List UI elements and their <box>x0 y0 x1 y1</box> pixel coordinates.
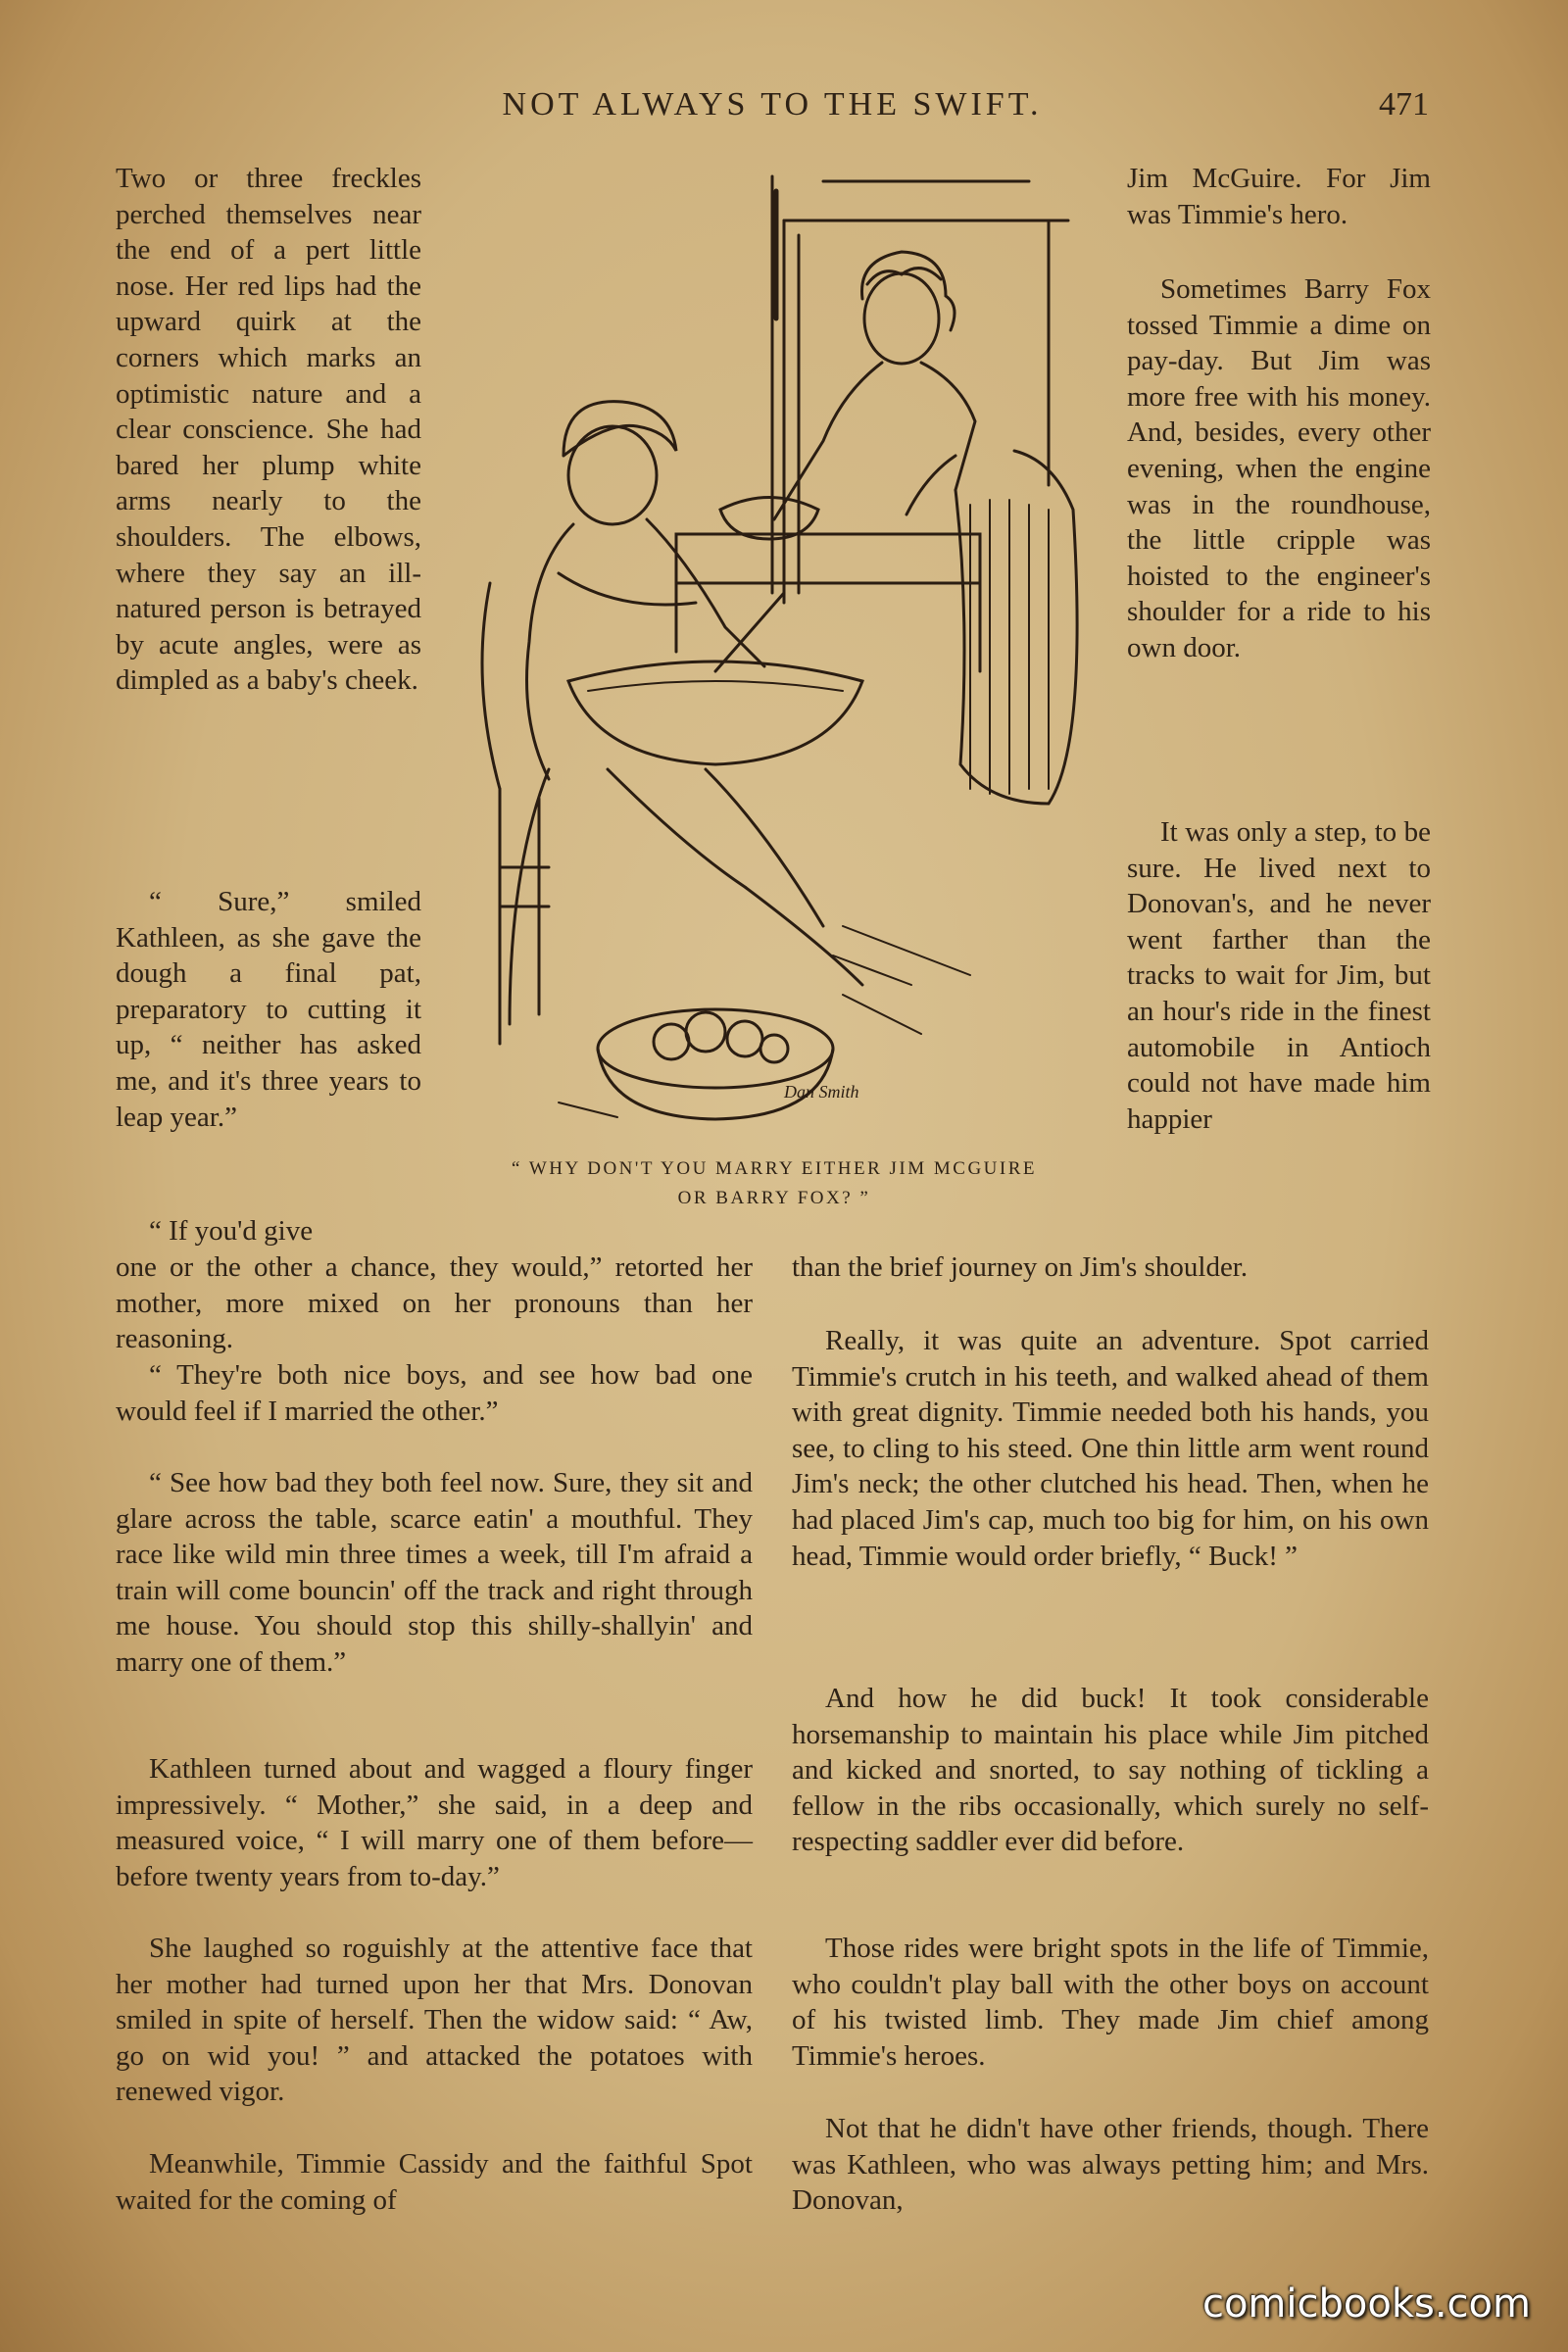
paragraph-both-nice-boys: “ They're both nice boys, and see how bad one would feel if I married the other.” <box>116 1359 753 1427</box>
artist-signature: Dan Smith <box>784 1082 859 1102</box>
paragraph-only-a-step: It was only a step, to be sure. He lived next to Donovan's, and he never went farther than the tracks to wait for Jim, but an hour's ride in the finest automobile in Antioch could not have made him happier <box>1127 816 1431 1135</box>
illustration-kitchen-scene <box>461 162 1088 1142</box>
page-number: 471 <box>1379 86 1429 122</box>
paragraph-she-laughed: She laughed so roguishly at the attentive face that her mother had turned upon her that Mrs. Donovan smiled in spite of herself. Then the widow said: “ Aw, go on wid you! ” and attacked the potatoes with renewed vigor. <box>116 1933 753 2108</box>
kitchen-scene-drawing <box>461 162 1088 1142</box>
paragraph-how-he-did-buck: And how he did buck! It took considerable horsemanship to maintain his place while Jim pitched and kicked and snorted, to say nothing of tickling a fellow in the ribs occasionally, which surely no self-respecting saddler ever did before. <box>792 1683 1429 1858</box>
paragraph-retorted: one or the other a chance, they would,” retorted her mother, more mixed on her pronouns than her reasoning. <box>116 1251 753 1355</box>
running-head: NOT ALWAYS TO THE SWIFT. <box>502 86 1043 122</box>
watermark-logo: comicbooks.com <box>1201 2281 1531 2327</box>
paragraph-see-how-bad: “ See how bad they both feel now. Sure, they sit and glare across the table, scarce eatin' a mouthful. They race like wild min three times a week, till I'm afraid a train will come bouncin' off the track and right through me house. You should stop this shilly-shallyin' and marry one of them.” <box>116 1467 753 1678</box>
caption-line-2: OR BARRY FOX? ” <box>677 1188 871 1208</box>
paragraph-jim-mcguire: Jim McGuire. For Jim was Timmie's hero. <box>1127 163 1431 230</box>
paragraph-meanwhile: Meanwhile, Timmie Cassidy and the faithful Spot waited for the coming of <box>116 2148 753 2216</box>
paragraph-not-that: Not that he didn't have other friends, though. There was Kathleen, who was always petting him; and Mrs. Donovan, <box>792 2113 1429 2217</box>
paragraph-really: Really, it was quite an adventure. Spot carried Timmie's crutch in his teeth, and walked ahead of them with great dignity. Timmie needed both his hands, you see, to cling to his steed. One thin little arm went round Jim's neck; the other clutched his head. Then, when he had placed Jim's cap, much too big for him, on his own head, Timmie would order briefly, “ Buck! ” <box>792 1325 1429 1572</box>
paragraph-those-rides: Those rides were bright spots in the life of Timmie, who couldn't play ball with the other boys on account of his twisted limb. They made Jim chief among Timmie's heroes. <box>792 1933 1429 2072</box>
paragraph-sometimes-barry: Sometimes Barry Fox tossed Timmie a dime on pay-day. But Jim was more free with his money. And, besides, every other evening, when the engine was in the roundhouse, the little cripple was hoisted to the engineer's shoulder for a ride to his own door. <box>1127 273 1431 663</box>
paragraph-if-youd-give: “ If you'd give <box>149 1215 314 1247</box>
illustration-caption <box>431 1154 1117 1213</box>
paragraph-kathleen-turned: Kathleen turned about and wagged a floury finger impressively. “ Mother,” she said, in a deep and measured voice, “ I will marry one of them before—before twenty years from to-day.” <box>116 1753 753 1892</box>
paragraph-freckles: Two or three freckles perched themselves near the end of a pert little nose. Her red lips had the upward quirk at the corners which marks an optimistic nature and a clear conscience. She had bared her plump white arms nearly to the shoulders. The elbows, where they say an ill-natured person is betrayed by acute angles, were as dimpled as a baby's cheek. <box>116 163 421 697</box>
caption-line-1: “ WHY DON'T YOU MARRY EITHER JIM MCGUIRE <box>511 1158 1038 1179</box>
paragraph-than-the-brief: than the brief journey on Jim's shoulder. <box>792 1251 1249 1283</box>
page-header <box>116 86 1429 129</box>
paragraph-sure-smiled: “ Sure,” smiled Kathleen, as she gave the dough a final pat, preparatory to cutting it up, “ neither has asked me, and it's three years to leap year.” <box>116 886 421 1133</box>
